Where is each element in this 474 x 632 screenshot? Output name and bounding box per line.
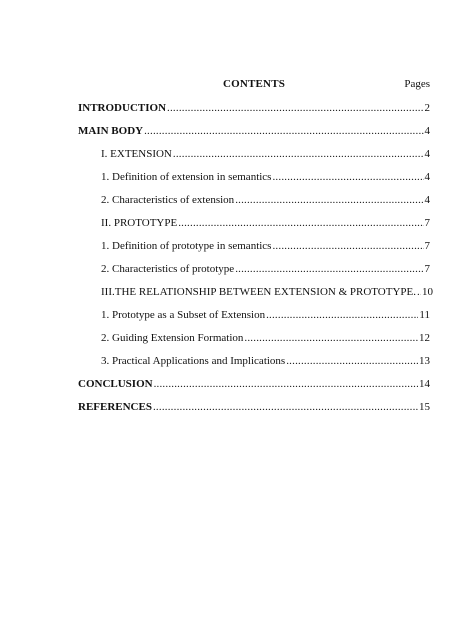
toc-entry-prototype[interactable]: [101, 216, 430, 230]
toc-entry-extension[interactable]: [101, 147, 430, 161]
toc-entry-page: 12: [419, 332, 430, 344]
toc-entry-guiding-extension[interactable]: [101, 331, 430, 345]
toc-entry-prototype-characteristics[interactable]: [101, 262, 430, 276]
toc-entry-extension-definition[interactable]: [101, 170, 430, 184]
toc-entry-introduction[interactable]: [78, 101, 430, 115]
toc-entry-page: 4: [424, 148, 430, 160]
toc-entry-label: 2. Characteristics of extension: [101, 194, 235, 206]
toc-leader-dots: [153, 400, 418, 414]
toc-entry-main-body[interactable]: [78, 124, 430, 138]
toc-leader-dots: [235, 193, 423, 207]
toc-leader-dots: [272, 170, 423, 184]
toc-entry-page: 14: [419, 378, 430, 390]
toc-entry-label: 2. Characteristics of prototype: [101, 263, 235, 275]
toc-entry-label: 1. Definition of prototype in semantics: [101, 240, 272, 252]
toc-entry-page: 7: [424, 217, 430, 229]
toc-entry-label: CONCLUSION: [78, 378, 153, 390]
toc-leader-dots: [266, 308, 418, 322]
toc-entry-page: 13: [419, 355, 430, 367]
toc-leader-dots: [167, 101, 423, 115]
toc-entry-extension-characteristics[interactable]: [101, 193, 430, 207]
toc-leader-dots: [178, 216, 423, 230]
pages-column-label: Pages: [404, 78, 430, 90]
toc-leader-dots: [286, 354, 418, 368]
contents-header: [78, 78, 430, 94]
toc-leader-dots: [154, 377, 418, 391]
toc-entry-references[interactable]: [78, 400, 430, 414]
toc-entry-label: 1. Prototype as a Subset of Extension: [101, 309, 266, 321]
toc-entry-page: 7: [424, 240, 430, 252]
toc-entry-practical-applications[interactable]: [101, 354, 430, 368]
toc-entry-label: 2. Guiding Extension Formation: [101, 332, 244, 344]
toc-entry-label: REFERENCES: [78, 401, 152, 413]
toc-entry-label: MAIN BODY: [78, 125, 144, 137]
toc-entry-label: I. EXTENSION: [101, 148, 172, 160]
contents-title: CONTENTS: [222, 78, 286, 90]
toc-entry-page: 4: [424, 125, 430, 137]
toc-leader-dots: [144, 124, 423, 138]
toc-entry-label: 1. Definition of extension in semantics: [101, 171, 272, 183]
toc-leader-dots: [235, 262, 423, 276]
toc-entry-conclusion[interactable]: [78, 377, 430, 391]
toc-entry-label: II. PROTOTYPE: [101, 217, 178, 229]
toc-leader-dots: [173, 147, 424, 161]
toc-entry-prototype-definition[interactable]: [101, 239, 430, 253]
toc-entry-page: 4: [424, 171, 430, 183]
toc-entry-relationship[interactable]: [101, 285, 433, 299]
toc-leader-gap: [417, 285, 421, 299]
toc-entry-page: 7: [424, 263, 430, 275]
toc-entry-label: 3. Practical Applications and Implications: [101, 355, 286, 367]
toc-leader-dots: [272, 239, 423, 253]
toc-entry-page: 2: [424, 102, 430, 114]
toc-entry-page: 15: [419, 401, 430, 413]
toc-entry-page: 11: [419, 309, 430, 321]
toc-entry-label: INTRODUCTION: [78, 102, 167, 114]
toc-entry-page: 10: [422, 286, 433, 298]
toc-entry-page: 4: [424, 194, 430, 206]
toc-leader-dots: [244, 331, 418, 345]
toc-entry-label: III.THE RELATIONSHIP BETWEEN EXTENSION & PROTOTYPE.: [101, 286, 416, 298]
toc-entry-prototype-subset[interactable]: [101, 308, 430, 322]
